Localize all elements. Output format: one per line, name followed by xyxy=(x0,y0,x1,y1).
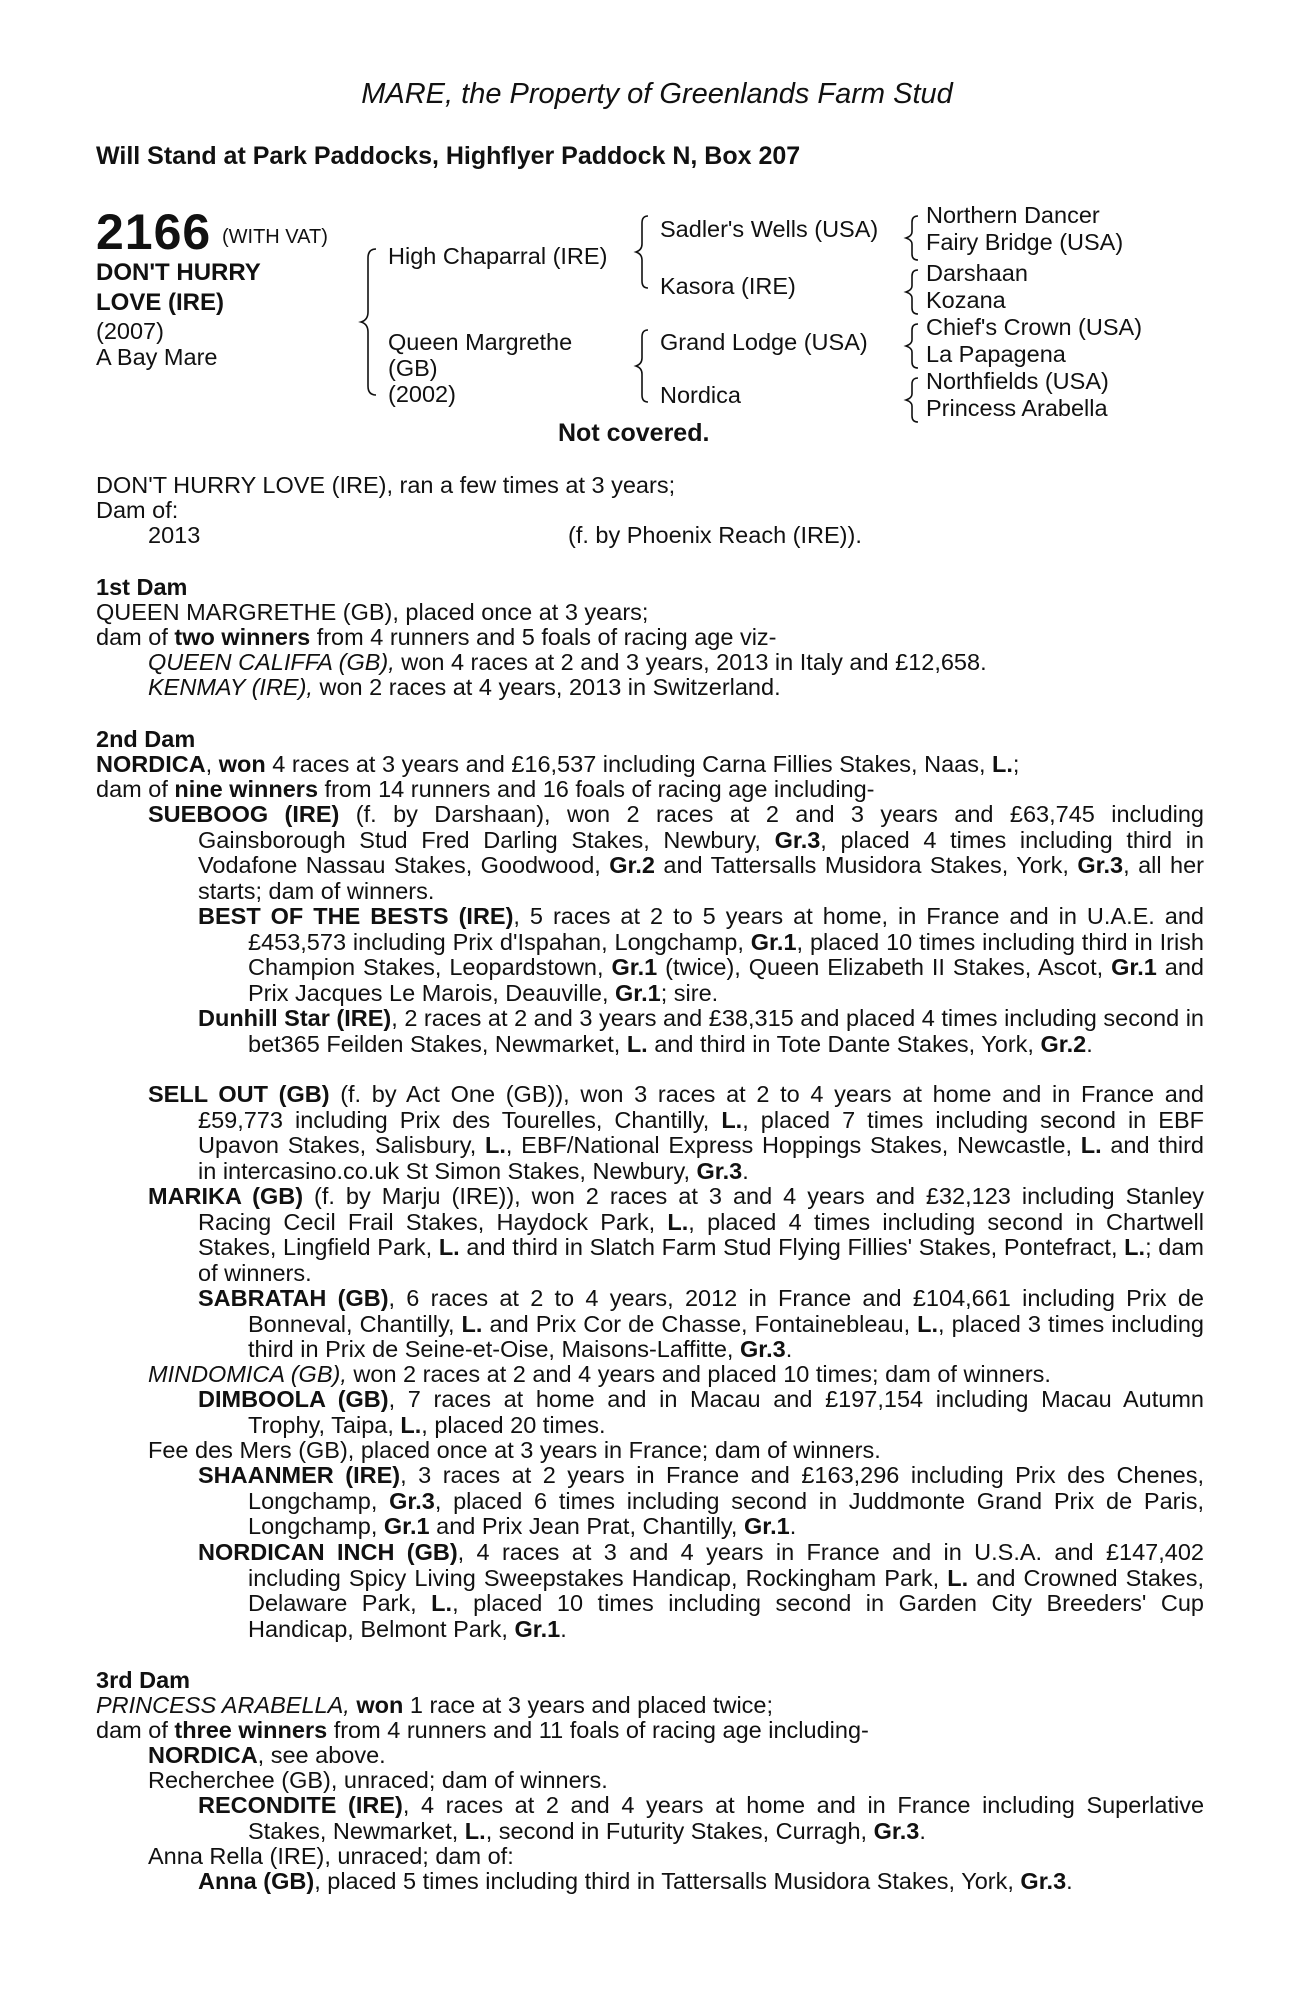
grade-label: Gr.3 xyxy=(1020,1868,1067,1894)
pedigree-dam-line3: (2002) xyxy=(388,381,456,407)
text-span: . xyxy=(919,1817,926,1844)
text-span: 4 races at 3 years and £16,537 including Carna Fillies Stakes, Naas, xyxy=(265,751,993,777)
runner-detail: won 4 races at 2 and 3 years, 2013 in Italy and £12,658. xyxy=(394,649,987,675)
pedigree-sire-sire: Sadler's Wells (USA) xyxy=(660,216,879,242)
horse-name: Dunhill Star (IRE) xyxy=(198,1005,392,1031)
grade-label: L. xyxy=(1124,1234,1146,1260)
text-span: , all her starts; dam of winners. xyxy=(198,852,1204,904)
horse-name: MARIKA (GB) xyxy=(148,1183,304,1209)
dam2-line1 xyxy=(96,752,1019,777)
grade-label: Gr.1 xyxy=(514,1615,561,1642)
text-span: , xyxy=(205,751,219,777)
grade-label: L. xyxy=(917,1310,939,1337)
brace-gen2-upper xyxy=(636,216,648,288)
text-span-bold: two winners xyxy=(174,624,311,650)
stand-location: Will Stand at Park Paddocks, Highflyer Paddock N, Box 207 xyxy=(96,142,801,170)
entry-recherchee: Recherchee (GB), unraced; dam of winners. xyxy=(148,1767,608,1793)
brace-gen3-c xyxy=(906,324,918,368)
text-span: and Prix Jacques Le Marois, Deauville, xyxy=(248,954,1204,1006)
text-span: and third in intercasino.co.uk St Simon Stakes, Newbury, xyxy=(198,1132,1205,1184)
dam3-heading: 3rd Dam xyxy=(96,1667,191,1693)
horse-name: SELL OUT (GB) xyxy=(148,1081,330,1107)
brace-gen1 xyxy=(361,249,376,395)
text-span: dam of xyxy=(96,1717,175,1743)
text-span-bold: NORDICA xyxy=(96,751,206,777)
text-span: , placed 20 times. xyxy=(421,1411,606,1438)
text-span: ; xyxy=(1012,751,1020,777)
entry-marika xyxy=(148,1184,1204,1286)
entry-anna xyxy=(198,1869,1073,1894)
entry-mindomica xyxy=(148,1362,1051,1387)
entry-anna-rella: Anna Rella (IRE), unraced; dam of: xyxy=(148,1843,514,1869)
grade-label: Gr.1 xyxy=(383,1513,430,1539)
text-span: dam of xyxy=(96,624,175,650)
brace-gen2-lower xyxy=(636,330,648,402)
grade-label: L. xyxy=(485,1132,506,1158)
dam3-line2 xyxy=(96,1718,869,1743)
entry-dunhill-star xyxy=(198,1006,1204,1057)
text-span: from 4 runners and 11 foals of racing age including- xyxy=(327,1717,869,1743)
horse-name: NORDICAN INCH (GB) xyxy=(198,1539,458,1565)
pedigree-dam-sire: Grand Lodge (USA) xyxy=(660,329,868,355)
dam3-line1 xyxy=(96,1693,773,1718)
text-span: from 4 runners and 5 foals of racing age viz- xyxy=(310,624,777,650)
text-span: , placed 10 times including third in Irish Champion Stakes, Leopardstown, xyxy=(248,928,1204,980)
text-span: . xyxy=(742,1157,749,1184)
text-span: , 7 races at home and in Macau and £197,154 including Macau Autumn Trophy, Taipa, xyxy=(248,1386,1204,1438)
pedigree-g3-8: Princess Arabella xyxy=(926,395,1108,421)
lot-number: 2166 xyxy=(96,204,212,260)
horse-name: BEST OF THE BESTS (IRE) xyxy=(198,903,514,929)
grade-label: Gr.2 xyxy=(609,852,655,878)
page-title: MARE, the Property of Greenlands Farm Stud xyxy=(361,78,953,110)
text-span-bold: L. xyxy=(992,751,1013,777)
text-span: , placed 4 times including third in Vodafone Nassau Stakes, Goodwood, xyxy=(198,826,1204,878)
text-span: , 5 races at 2 to 5 years at home, in France and in U.A.E. and £453,573 including Prix d'Ispahan, Longchamp, xyxy=(248,903,1204,955)
text-span: dam of xyxy=(96,776,175,802)
dam1-heading: 1st Dam xyxy=(96,574,188,600)
lot-name-line2: LOVE (IRE) xyxy=(96,289,225,316)
text-span-bold: won xyxy=(218,751,266,777)
grade-label: Gr.3 xyxy=(774,826,821,853)
entry-sabratah xyxy=(198,1286,1204,1363)
grade-label: Gr.1 xyxy=(743,1513,790,1539)
text-span: ; sire. xyxy=(660,979,719,1006)
runner-detail: won 2 races at 4 years, 2013 in Switzerland. xyxy=(312,674,781,700)
pedigree-sire: High Chaparral (IRE) xyxy=(388,243,608,269)
grade-label: L. xyxy=(400,1411,422,1438)
lot-year: (2007) xyxy=(96,318,164,344)
text-span-italic: PRINCESS ARABELLA, xyxy=(96,1692,350,1718)
text-span: , placed 3 times including third in Prix de Seine-et-Oise, Maisons-Laffitte, xyxy=(248,1310,1204,1362)
not-covered-note: Not covered. xyxy=(558,419,710,447)
grade-label: Gr.1 xyxy=(611,954,658,980)
grade-label: Gr.2 xyxy=(1040,1030,1087,1057)
dam1-runner2 xyxy=(148,675,781,700)
text-span: and third in Tote Dante Stakes, York, xyxy=(647,1030,1041,1057)
entry-fee-des-mers: Fee des Mers (GB), placed once at 3 years in France; dam of winners. xyxy=(148,1437,881,1463)
brace-gen3-d xyxy=(906,378,918,422)
produce-year: 2013 xyxy=(148,522,201,548)
pedigree-g3-7: Northfields (USA) xyxy=(926,368,1109,394)
text-span: 1 race at 3 years and placed twice; xyxy=(403,1692,774,1718)
text-span: , 6 races at 2 to 4 years, 2012 in France and £104,661 including Prix de Bonneval, Chantilly, xyxy=(248,1285,1205,1337)
entry-recondite xyxy=(198,1793,1204,1844)
horse-name: NORDICA xyxy=(148,1742,258,1768)
text-span: , second in Futurity Stakes, Curragh, xyxy=(485,1817,874,1844)
grade-label: Gr.3 xyxy=(389,1487,435,1514)
pedigree-dam-line1: Queen Margrethe xyxy=(388,329,573,355)
runner-name: QUEEN CALIFFA (GB), xyxy=(148,649,395,675)
horse-name: MINDOMICA (GB), xyxy=(148,1361,347,1387)
text-span: , EBF/National Express Hoppings Stakes, Newcastle, xyxy=(505,1132,1081,1158)
vat-note: (WITH VAT) xyxy=(222,226,328,248)
produce-line2: Dam of: xyxy=(96,497,179,523)
dam2-line2 xyxy=(96,777,875,802)
text-span: , 3 races at 2 years in France and £163,296 including Prix des Chenes, Longchamp, xyxy=(248,1462,1204,1514)
text-span: , 4 races at 2 and 4 years at home and in France including Superlative Stakes, Newmarket, xyxy=(248,1792,1205,1844)
text-span: , placed 10 times including second in Garden City Breeders' Cup Handicap, Belmont Park, xyxy=(248,1590,1204,1642)
horse-name: SHAANMER (IRE) xyxy=(198,1462,401,1488)
produce-line1: DON'T HURRY LOVE (IRE), ran a few times at 3 years; xyxy=(96,472,676,498)
grade-label: L. xyxy=(667,1208,689,1235)
text-span: . xyxy=(785,1336,793,1362)
lot-description: A Bay Mare xyxy=(96,344,218,370)
text-span: and Prix Cor de Chasse, Fontainebleau, xyxy=(482,1310,918,1337)
entry-nordican-inch xyxy=(198,1540,1204,1642)
text-span: . xyxy=(789,1513,797,1539)
entry-dimboola xyxy=(198,1387,1204,1438)
text-span-bold: three winners xyxy=(174,1717,328,1743)
pedigree-dam-dam: Nordica xyxy=(660,382,741,408)
text-span: won 2 races at 2 and 4 years and placed 10 times; dam of winners. xyxy=(346,1361,1051,1387)
entry-nordica xyxy=(148,1743,386,1768)
grade-label: Gr.1 xyxy=(615,979,661,1006)
text-span: (f. by Act One (GB)), won 3 races at 2 to 4 years at home and in France and £59,773 including Prix des Tourelles, Chantilly, xyxy=(198,1081,1204,1133)
dam1-runner1 xyxy=(148,650,987,675)
text-span: and third in Slatch Farm Stud Flying Fillies' Stakes, Pontefract, xyxy=(459,1234,1125,1260)
horse-name: SABRATAH (GB) xyxy=(198,1285,389,1311)
pedigree-g3-4: Kozana xyxy=(926,287,1006,313)
text-span: ; dam of winners. xyxy=(198,1234,1204,1286)
horse-name: SUEBOOG (IRE) xyxy=(148,801,340,827)
text-span: and Prix Jean Prat, Chantilly, xyxy=(429,1513,744,1539)
grade-label: L. xyxy=(461,1310,483,1337)
text-span: from 14 runners and 16 foals of racing age including- xyxy=(318,776,875,802)
pedigree-dam-line2: (GB) xyxy=(388,355,438,381)
grade-label: L. xyxy=(464,1817,486,1844)
grade-label: L. xyxy=(431,1590,453,1616)
entry-best-of-the-bests xyxy=(198,904,1204,1006)
text-span: , placed 7 times including second in EBF Upavon Stakes, Salisbury, xyxy=(198,1106,1204,1158)
runner-name: KENMAY (IRE), xyxy=(148,674,313,700)
grade-label: Gr.1 xyxy=(750,928,797,955)
grade-label: Gr.1 xyxy=(1111,954,1157,980)
text-span: , 2 races at 2 and 3 years and £38,315 and placed 4 times including second in bet365 Feilden Stakes, Newmarket, xyxy=(248,1005,1204,1057)
text-span-bold: nine winners xyxy=(174,776,319,802)
entry-shaanmer xyxy=(198,1463,1204,1540)
pedigree-g3-2: Fairy Bridge (USA) xyxy=(926,229,1124,255)
text-span: . xyxy=(560,1615,567,1642)
text-span: (f. by Marju (IRE)), won 2 races at 3 and 4 years and £32,123 including Stanley Racing Cecil Frail Stakes, Haydock Park, xyxy=(198,1183,1205,1235)
text-span: , placed 4 times including second in Chartwell Stakes, Lingfield Park, xyxy=(198,1208,1204,1260)
text-span: (f. by Darshaan), won 2 races at 2 and 3 years and £63,745 including Gainsborough Stud Fred Darling Stakes, Newbury, xyxy=(198,801,1205,853)
text-span: and Tattersalls Musidora Stakes, York, xyxy=(655,852,1078,878)
entry-sell-out xyxy=(148,1082,1204,1184)
grade-label: Gr.3 xyxy=(1077,852,1124,878)
brace-gen3-b xyxy=(906,270,918,314)
text-span: . xyxy=(1086,1030,1093,1057)
horse-name: Anna (GB) xyxy=(198,1868,315,1894)
grade-label: L. xyxy=(721,1106,743,1133)
text-span: and Crowned Stakes, Delaware Park, xyxy=(248,1564,1205,1616)
grade-label: L. xyxy=(947,1564,969,1591)
horse-name: DIMBOOLA (GB) xyxy=(198,1386,389,1412)
text-span: , 4 races at 3 and 4 years in France and in U.S.A. and £147,402 including Spicy Living Sweepstakes Handicap, Rockingham Park, xyxy=(248,1539,1204,1591)
pedigree-g3-1: Northern Dancer xyxy=(926,202,1100,228)
grade-label: Gr.3 xyxy=(739,1336,786,1362)
grade-label: L. xyxy=(438,1234,460,1260)
grade-label: L. xyxy=(626,1030,648,1057)
horse-name: RECONDITE (IRE) xyxy=(198,1792,403,1818)
lot-name-line1: DON'T HURRY xyxy=(96,259,261,286)
dam2-heading: 2nd Dam xyxy=(96,726,196,752)
text-span: (twice), Queen Elizabeth II Stakes, Ascot, xyxy=(657,954,1112,980)
dam1-line1: QUEEN MARGRETHE (GB), placed once at 3 years; xyxy=(96,599,649,625)
text-span: . xyxy=(1066,1868,1073,1894)
pedigree-g3-6: La Papagena xyxy=(926,341,1066,367)
text-span-bold: won xyxy=(356,1692,404,1718)
dam1-line2 xyxy=(96,625,777,650)
pedigree-g3-3: Darshaan xyxy=(926,260,1028,286)
grade-label: Gr.3 xyxy=(696,1157,743,1184)
pedigree-braces xyxy=(0,0,1314,440)
text-span: , see above. xyxy=(257,1742,386,1768)
produce-detail: (f. by Phoenix Reach (IRE)). xyxy=(568,522,862,548)
text-span: , placed 5 times including third in Tattersalls Musidora Stakes, York, xyxy=(314,1868,1021,1894)
grade-label: Gr.3 xyxy=(873,1817,920,1844)
text-span: , placed 6 times including second in Juddmonte Grand Prix de Paris, Longchamp, xyxy=(248,1487,1204,1539)
pedigree-sire-dam: Kasora (IRE) xyxy=(660,273,796,299)
grade-label: L. xyxy=(1080,1132,1102,1158)
pedigree-g3-5: Chief's Crown (USA) xyxy=(926,314,1143,340)
entry-sueboog xyxy=(148,802,1204,904)
brace-gen3-a xyxy=(906,216,918,260)
